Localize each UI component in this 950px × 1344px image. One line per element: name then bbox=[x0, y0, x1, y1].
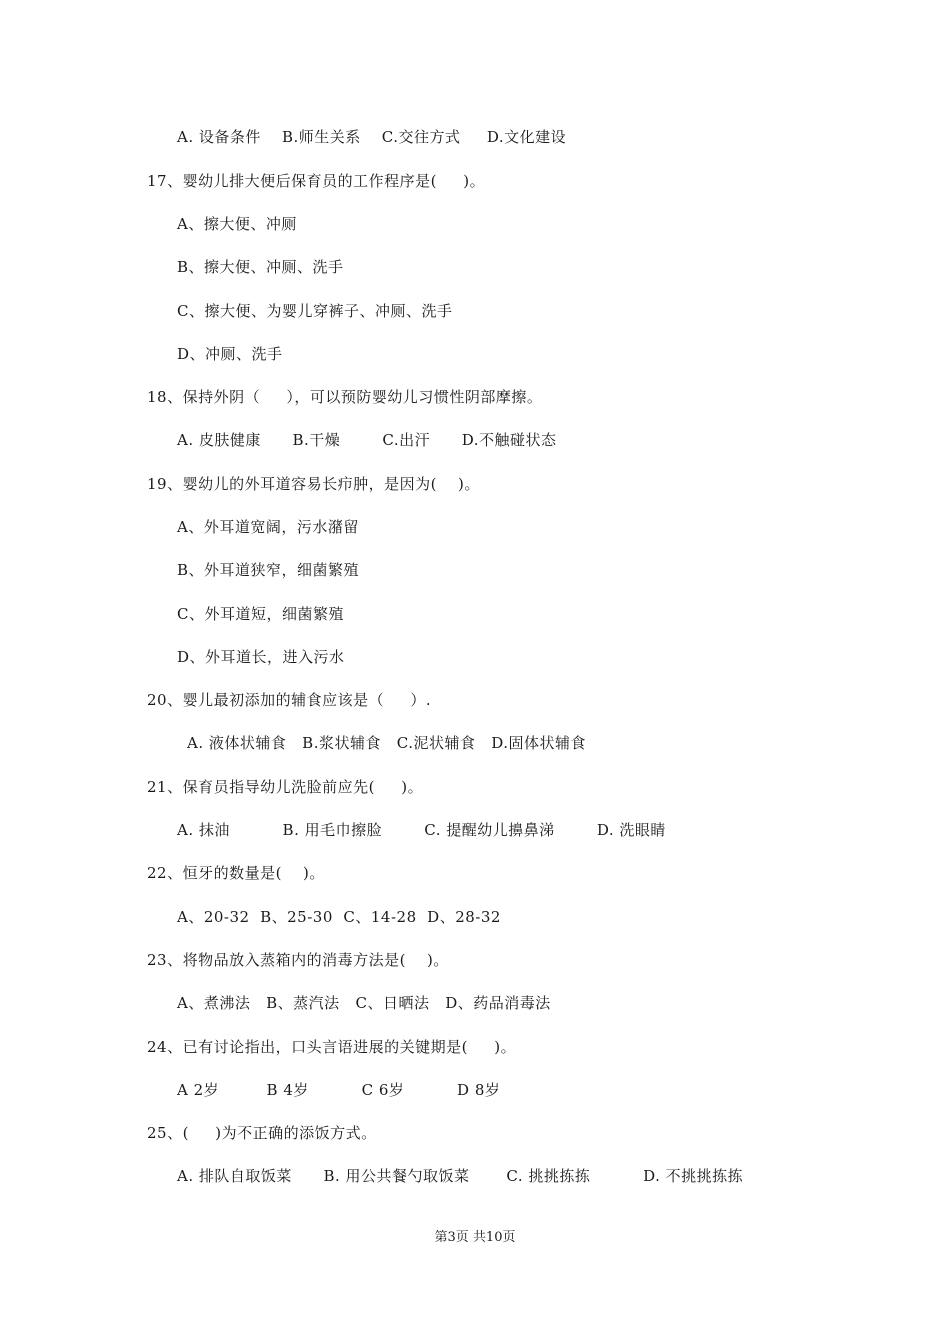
q23-options: A、煮沸法 B、蒸汽法 C、日晒法 D、药品消毒法 bbox=[177, 994, 551, 1012]
question-25: 25、( )为不正确的添饭方式。 bbox=[147, 1124, 377, 1142]
q19-option-d: D、外耳道长，进入污水 bbox=[177, 648, 345, 666]
question-19: 19、婴幼儿的外耳道容易长疖肿，是因为( )。 bbox=[147, 475, 480, 493]
page-footer: 第3页 共10页 bbox=[434, 1230, 516, 1245]
q17-option-d: D、冲厕、洗手 bbox=[177, 345, 283, 363]
q16-options: A. 设备条件 B.师生关系 C.交往方式 D.文化建设 bbox=[177, 128, 567, 146]
q17-option-a: A、擦大便、冲厕 bbox=[177, 215, 297, 233]
q17-option-c: C、擦大便、为婴儿穿裤子、冲厕、洗手 bbox=[177, 302, 453, 320]
question-24: 24、已有讨论指出，口头言语进展的关键期是( )。 bbox=[147, 1038, 517, 1056]
q19-option-b: B、外耳道狭窄，细菌繁殖 bbox=[177, 561, 360, 579]
question-23: 23、将物品放入蒸箱内的消毒方法是( )。 bbox=[147, 951, 449, 969]
q24-options: A 2岁 B 4岁 C 6岁 D 8岁 bbox=[177, 1081, 501, 1099]
question-21: 21、保育员指导幼儿洗脸前应先( )。 bbox=[147, 778, 424, 796]
question-20: 20、婴儿最初添加的辅食应该是（ ）. bbox=[147, 691, 432, 709]
question-18: 18、保持外阴（ ），可以预防婴幼儿习惯性阴部摩擦。 bbox=[147, 388, 543, 406]
q20-options: A. 液体状辅食 B.浆状辅食 C.泥状辅食 D.固体状辅食 bbox=[187, 734, 587, 752]
q17-option-b: B、擦大便、冲厕、洗手 bbox=[177, 258, 344, 276]
q18-options: A. 皮肤健康 B.干燥 C.出汗 D.不触碰状态 bbox=[177, 431, 557, 449]
q25-options: A. 排队自取饭菜 B. 用公共餐勺取饭菜 C. 挑挑拣拣 D. 不挑挑拣拣 bbox=[177, 1167, 744, 1185]
q22-options: A、20-32 B、25-30 C、14-28 D、28-32 bbox=[177, 908, 501, 926]
question-22: 22、恒牙的数量是( )。 bbox=[147, 864, 325, 882]
question-17: 17、婴幼儿排大便后保育员的工作程序是( )。 bbox=[147, 172, 486, 190]
q21-options: A. 抹油 B. 用毛巾擦脸 C. 提醒幼儿擤鼻涕 D. 洗眼睛 bbox=[177, 821, 666, 839]
q19-option-c: C、外耳道短，细菌繁殖 bbox=[177, 605, 344, 623]
q19-option-a: A、外耳道宽阔，污水潴留 bbox=[177, 518, 359, 536]
